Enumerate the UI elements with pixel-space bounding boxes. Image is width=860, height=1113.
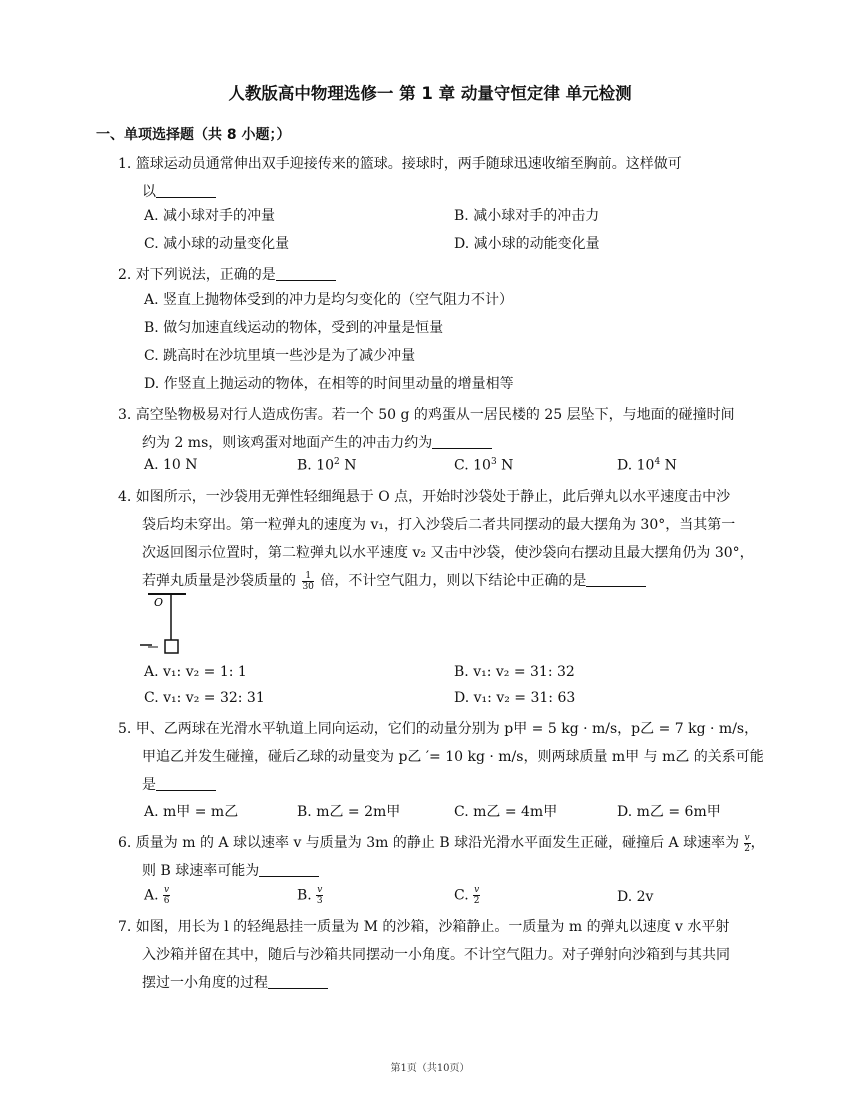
q1-stem-line1: 1. 篮球运动员通常伸出双手迎接传来的篮球。接球时，两手随球迅速收缩至胸前。这样做可 <box>118 156 682 172</box>
question-2 <box>118 261 768 289</box>
q4-option-d[interactable]: D. v₁: v₂ = 31: 63 <box>454 690 576 706</box>
q4-line3: 次返回图示位置时，第二粒弹丸以水平速度 v₂ 又击中沙袋，使沙袋向右摆动且最大摆角仍为 30°， <box>142 545 754 561</box>
q1-option-b[interactable]: B. 减小球对手的冲击力 <box>454 208 600 224</box>
q2-option-b[interactable]: B. 做匀加速直线运动的物体，受到的冲量是恒量 <box>144 320 444 336</box>
q7-line2: 入沙箱并留在其中，随后与沙箱共同摆动一小角度。不计空气阻力。对子弹射向沙箱到与其共同 <box>142 947 730 963</box>
sandbag <box>165 640 178 653</box>
fraction: $\frac{1}{30}$ <box>302 570 314 592</box>
q5-option-a[interactable]: A. m甲 = m乙 <box>144 804 239 820</box>
q3-option-a[interactable]: A. 10 N <box>144 457 198 473</box>
q2-stem: 2. 对下列说法，正确的是 <box>118 267 276 283</box>
q1-option-a[interactable]: A. 减小球对手的冲量 <box>144 208 276 224</box>
q5-option-c[interactable]: C. m乙 = 4m甲 <box>454 804 558 820</box>
q3-stem-line1: 3. 高空坠物极易对行人造成伤害。若一个 50 g 的鸡蛋从一居民楼的 25 层坠下，与地面的碰撞时间 <box>118 407 735 423</box>
question-1 <box>118 150 768 206</box>
question-4 <box>118 483 768 595</box>
q6-option-a[interactable]: A. $\frac{v}{6}$ <box>144 885 170 906</box>
question-6 <box>118 829 768 885</box>
q5-line3: 是 <box>118 771 768 799</box>
q4-line1: 4. 如图所示，一沙袋用无弹性轻细绳悬于 O 点，开始时沙袋处于静止，此后弹丸以水平速度击中沙 <box>118 489 731 505</box>
q2-option-c[interactable]: C. 跳高时在沙坑里填一些沙是为了减少冲量 <box>144 348 416 364</box>
answer-blank <box>156 776 216 791</box>
answer-blank <box>156 183 216 198</box>
q1-option-c[interactable]: C. 减小球的动量变化量 <box>144 236 290 252</box>
question-7 <box>118 913 768 997</box>
q4-option-b[interactable]: B. v₁: v₂ = 31: 32 <box>454 664 575 680</box>
q7-line3: 摆过一小角度的过程 <box>118 969 768 997</box>
q2-option-d[interactable]: D. 作竖直上抛运动的物体，在相等的时间里动量的增量相等 <box>144 376 514 392</box>
answer-blank <box>276 266 336 281</box>
answer-blank <box>268 974 328 989</box>
q6-option-c[interactable]: C. $\frac{v}{2}$ <box>454 885 480 906</box>
pendulum-figure <box>138 590 198 660</box>
q4-option-a[interactable]: A. v₁: v₂ = 1: 1 <box>144 664 247 680</box>
q5-line2: 甲追乙并发生碰撞，碰后乙球的动量变为 p乙 ′= 10 kg · m/s，则两球质量 m甲 与 m乙 的关系可能 <box>142 749 764 765</box>
q4-option-c[interactable]: C. v₁: v₂ = 32: 31 <box>144 690 265 706</box>
question-3 <box>118 401 768 457</box>
q3-option-b[interactable]: B. $10^2$ N <box>297 457 357 474</box>
q3-stem-line2: 约为 2 ms，则该鸡蛋对地面产生的冲击力约为 <box>118 429 768 457</box>
q5-option-d[interactable]: D. m乙 = 6m甲 <box>617 804 721 820</box>
q1-option-d[interactable]: D. 减小球的动能变化量 <box>454 236 600 252</box>
q2-option-a[interactable]: A. 竖直上抛物体受到的冲力是均匀变化的（空气阻力不计） <box>144 292 514 308</box>
answer-blank <box>259 862 319 877</box>
q6-option-d[interactable]: D. 2v <box>617 889 654 905</box>
q6-line1: 6. 质量为 m 的 A 球以速率 v 与质量为 3m 的静止 B 球沿光滑水平面发生正碰，碰撞后 A 球速率为 $\frac{v}{2}$ ， <box>118 832 765 854</box>
page-footer: 第1页（共10页） <box>390 1063 470 1074</box>
q5-option-b[interactable]: B. m乙 = 2m甲 <box>297 804 401 820</box>
fraction: $\frac{v}{2}$ <box>744 832 750 854</box>
answer-blank <box>432 434 492 449</box>
q4-line2: 袋后均未穿出。第一粒弹丸的速度为 v₁，打入沙袋后二者共同摆动的最大摆角为 30°，当其第一 <box>142 517 736 533</box>
answer-blank <box>586 572 646 587</box>
question-5 <box>118 715 768 799</box>
q6-option-b[interactable]: B. $\frac{v}{3}$ <box>297 885 323 906</box>
q6-line2: 则 B 球速率可能为 <box>118 857 768 885</box>
q1-stem-line2: 以 <box>118 178 768 206</box>
page-title: 人教版高中物理选修一 第 1 章 动量守恒定律 单元检测 <box>228 84 632 103</box>
q4-line4: 若弹丸质量是沙袋质量的 $\frac{1}{30}$ 倍，不计空气阻力，则以下结论中正确的是 <box>118 567 768 595</box>
q3-option-d[interactable]: D. $10^4$ N <box>617 457 677 474</box>
q3-option-c[interactable]: C. $10^3$ N <box>454 457 514 474</box>
pivot-label: O <box>154 596 164 609</box>
q5-line1: 5. 甲、乙两球在光滑水平轨道上同向运动，它们的动量分别为 p甲 = 5 kg · m/s，p乙 = 7 kg · m/s， <box>118 721 759 737</box>
q7-line1: 7. 如图，用长为 l 的轻绳悬挂一质量为 M 的沙箱，沙箱静止。一质量为 m 的弹丸以速度 v 水平射 <box>118 919 730 935</box>
section-heading: 一、单项选择题（共 8 小题；） <box>96 127 291 143</box>
